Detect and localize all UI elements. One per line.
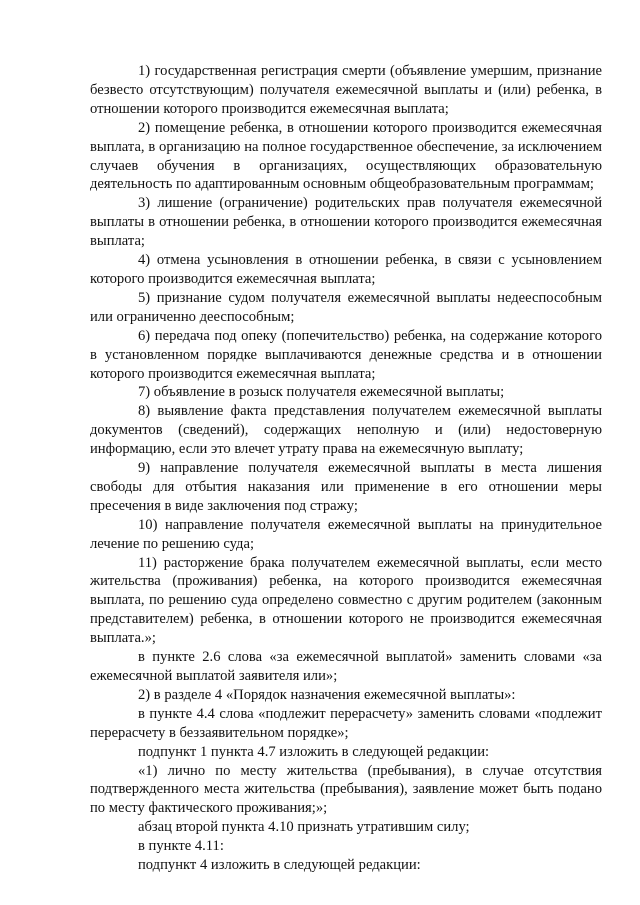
amendment-4-4: в пункте 4.4 слова «подлежит перерасчету» заменить словами «подлежит перерасчету в беззаявительном порядке»; bbox=[90, 705, 602, 741]
paragraph-item-6: 6) передача под опеку (попечительство) ребенка, на содержание которого в установленном порядке выплачиваются денежные средства и в отношении которого производится ежемесячная выплата; bbox=[90, 327, 602, 382]
paragraph-item-9: 9) направление получателя ежемесячной выплаты в места лишения свободы для отбытия наказания или применение в его отношении меры пресечения в виде заключения под стражу; bbox=[90, 460, 602, 514]
amendment-2-6: в пункте 2.6 слова «за ежемесячной выплатой» заменить словами «за ежемесячной выплатой заявителя или»; bbox=[90, 649, 602, 684]
document-body bbox=[90, 62, 602, 875]
paragraph-item-11: 11) расторжение брака получателем ежемесячной выплаты, если место жительства (проживания) ребенка, на которого производится ежемесячная выплата, по решению суда определено совместно с другим родителем (законным представителем) ребенка, в отношении которого не производится ежемесячная выплата.»; bbox=[90, 554, 602, 647]
paragraph-item-3: 3) лишение (ограничение) родительских прав получателя ежемесячной выплаты в отношении ребенка, в отношении которого производится ежемесячная выплата; bbox=[90, 195, 602, 250]
paragraph-item-7: 7) объявление в розыск получателя ежемесячной выплаты; bbox=[138, 384, 505, 401]
paragraph-item-4: 4) отмена усыновления в отношении ребенка, в связи с усыновлением которого производится ежемесячная выплата; bbox=[90, 252, 602, 287]
amendment-4-7-text: «1) лично по месту жительства (пребывания), в случае отсутствия подтвержденного места жительства (пребывания), заявление может быть подано по месту фактического проживания;»; bbox=[90, 762, 602, 817]
paragraph-item-5: 5) признание судом получателя ежемесячной выплаты недееспособным или ограниченно дееспособным; bbox=[90, 289, 602, 325]
paragraph-item-10: 10) направление получателя ежемесячной выплаты на принудительное лечение по решению суда; bbox=[90, 516, 602, 552]
amendment-4-7-intro: подпункт 1 пункта 4.7 изложить в следующей редакции: bbox=[138, 743, 490, 760]
paragraph-item-8: 8) выявление факта представления получателем ежемесячной выплаты документов (сведений), содержащих неполную и (или) недостоверную информацию, если это влечет утрату права на ежемесячную выплату; bbox=[90, 403, 602, 458]
paragraph-item-1: 1) государственная регистрация смерти (объявление умершим, признание безвесто отсутствующим) получателя ежемесячной выплаты и (или) ребенка, в отношении которого производится ежемесячная выплата; bbox=[90, 63, 602, 117]
amendment-4-10: абзац второй пункта 4.10 признать утратившим силу; bbox=[138, 819, 470, 836]
amendment-4-11-intro: в пункте 4.11: bbox=[138, 838, 224, 855]
section-4-heading: 2) в разделе 4 «Порядок назначения ежемесячной выплаты»: bbox=[138, 686, 516, 703]
paragraph-item-2: 2) помещение ребенка, в отношении которого производится ежемесячная выплата, в организацию на полное государственное обеспечение, за исключением случаев обучения в организациях, осуществляющих образовательную деятельность по адаптированным основным общеобразовательным программам; bbox=[90, 119, 602, 193]
amendment-4-11-subitem-4: подпункт 4 изложить в следующей редакции: bbox=[138, 857, 421, 874]
